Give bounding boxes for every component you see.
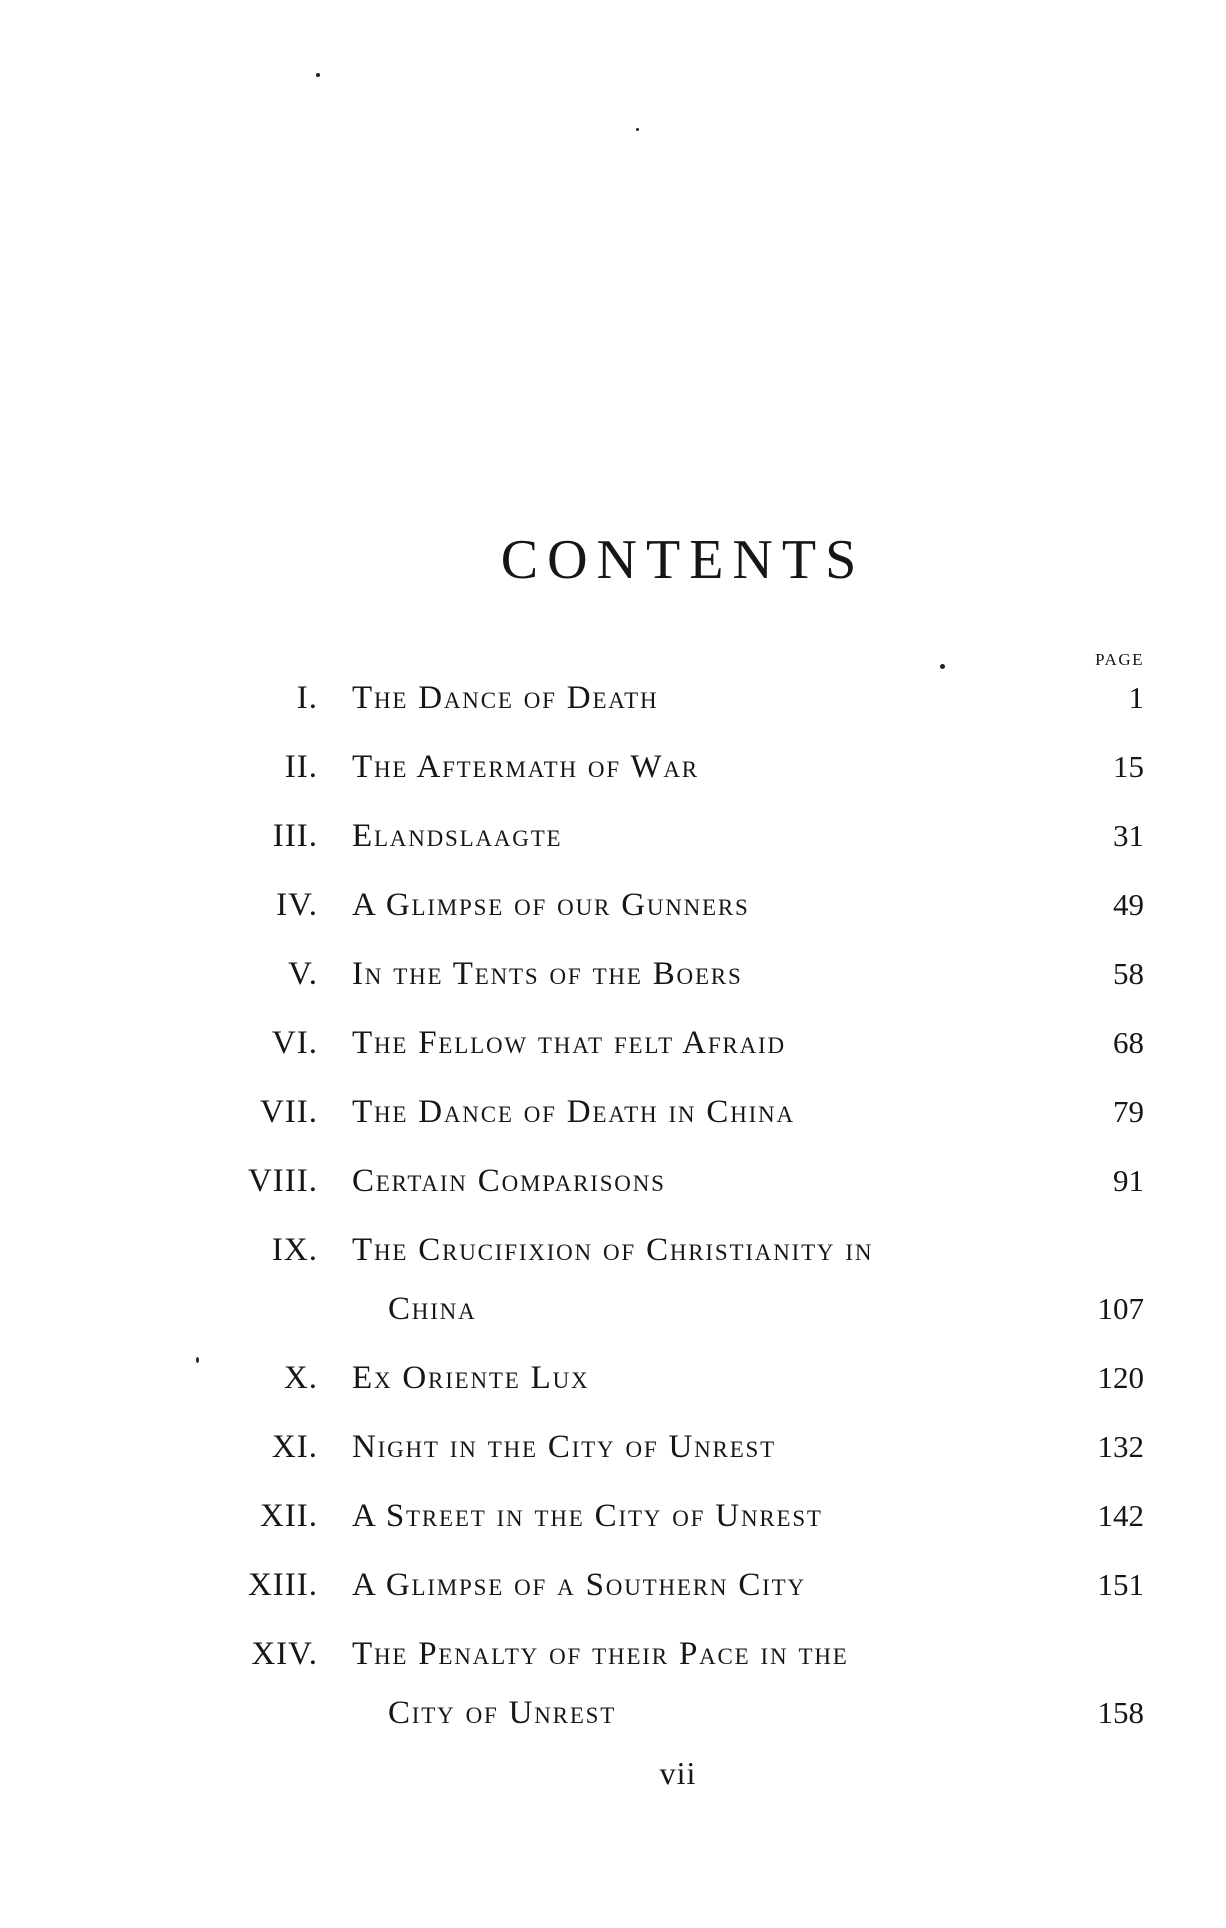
chapter-numeral: VI. bbox=[271, 1025, 318, 1061]
chapter-title: The Dance of Death bbox=[352, 680, 659, 716]
toc-entry bbox=[0, 1025, 1226, 1085]
toc-entry bbox=[0, 887, 1226, 947]
chapter-page: 15 bbox=[1113, 749, 1144, 784]
toc-entry bbox=[0, 1163, 1226, 1223]
chapter-page: 58 bbox=[1113, 956, 1144, 991]
toc-entry bbox=[0, 956, 1226, 1016]
chapter-page: 31 bbox=[1113, 818, 1144, 853]
toc-entry bbox=[0, 1360, 1226, 1420]
chapter-numeral: XI. bbox=[271, 1429, 318, 1465]
chapter-numeral: VII. bbox=[259, 1094, 318, 1130]
toc-entry bbox=[0, 1094, 1226, 1154]
chapter-title: The Penalty of their Pace in the bbox=[352, 1636, 849, 1672]
chapter-title: The Fellow that felt Afraid bbox=[352, 1025, 786, 1061]
toc-entry bbox=[0, 680, 1226, 740]
chapter-page: 91 bbox=[1113, 1163, 1144, 1198]
chapter-title: In the Tents of the Boers bbox=[352, 956, 743, 992]
chapter-title: A Street in the City of Unrest bbox=[352, 1498, 823, 1534]
chapter-page: 68 bbox=[1113, 1025, 1144, 1060]
chapter-title-continuation: City of Unrest bbox=[388, 1695, 617, 1731]
chapter-title: Certain Comparisons bbox=[352, 1163, 666, 1199]
toc-entry bbox=[0, 1429, 1226, 1489]
chapter-page: 158 bbox=[1097, 1695, 1144, 1730]
toc-entry bbox=[0, 1498, 1226, 1558]
page-title: CONTENTS bbox=[500, 529, 866, 591]
chapter-page: 1 bbox=[1128, 680, 1144, 715]
chapter-title-continuation: China bbox=[388, 1291, 477, 1327]
chapter-title: Elandslaagte bbox=[352, 818, 563, 854]
chapter-numeral: V. bbox=[288, 956, 318, 992]
ink-speck bbox=[940, 664, 945, 669]
chapter-title: The Crucifixion of Christianity in bbox=[352, 1232, 874, 1268]
chapter-page: 151 bbox=[1097, 1567, 1144, 1602]
toc-entry bbox=[0, 1232, 1226, 1352]
toc-entry bbox=[0, 1636, 1226, 1756]
chapter-numeral: IX. bbox=[271, 1232, 318, 1268]
chapter-page: 132 bbox=[1097, 1429, 1144, 1464]
chapter-page: 120 bbox=[1097, 1360, 1144, 1395]
chapter-title: A Glimpse of a Southern City bbox=[352, 1567, 806, 1603]
page-folio: vii bbox=[659, 1755, 697, 1791]
ink-speck bbox=[636, 128, 639, 131]
chapter-numeral: I. bbox=[296, 680, 318, 716]
chapter-numeral: II. bbox=[284, 749, 318, 785]
chapter-title: A Glimpse of our Gunners bbox=[352, 887, 750, 923]
chapter-numeral: X. bbox=[283, 1360, 318, 1396]
chapter-title: Night in the City of Unrest bbox=[352, 1429, 776, 1465]
toc-entry bbox=[0, 749, 1226, 809]
chapter-page: 49 bbox=[1113, 887, 1144, 922]
chapter-numeral: III. bbox=[272, 818, 318, 854]
chapter-numeral: VIII. bbox=[247, 1163, 318, 1199]
chapter-page: 79 bbox=[1113, 1094, 1144, 1129]
chapter-title: Ex Oriente Lux bbox=[352, 1360, 590, 1396]
chapter-page: 107 bbox=[1097, 1291, 1144, 1326]
chapter-title: The Aftermath of War bbox=[352, 749, 699, 785]
chapter-numeral: IV. bbox=[276, 887, 318, 923]
chapter-page: 142 bbox=[1097, 1498, 1144, 1533]
toc-entry bbox=[0, 1567, 1226, 1627]
chapter-numeral: XIV. bbox=[251, 1636, 318, 1672]
ink-speck bbox=[316, 73, 320, 77]
page-column-header: PAGE bbox=[1095, 650, 1144, 669]
chapter-title: The Dance of Death in China bbox=[352, 1094, 795, 1130]
chapter-numeral: XII. bbox=[259, 1498, 318, 1534]
toc-entry bbox=[0, 818, 1226, 878]
chapter-numeral: XIII. bbox=[247, 1567, 318, 1603]
